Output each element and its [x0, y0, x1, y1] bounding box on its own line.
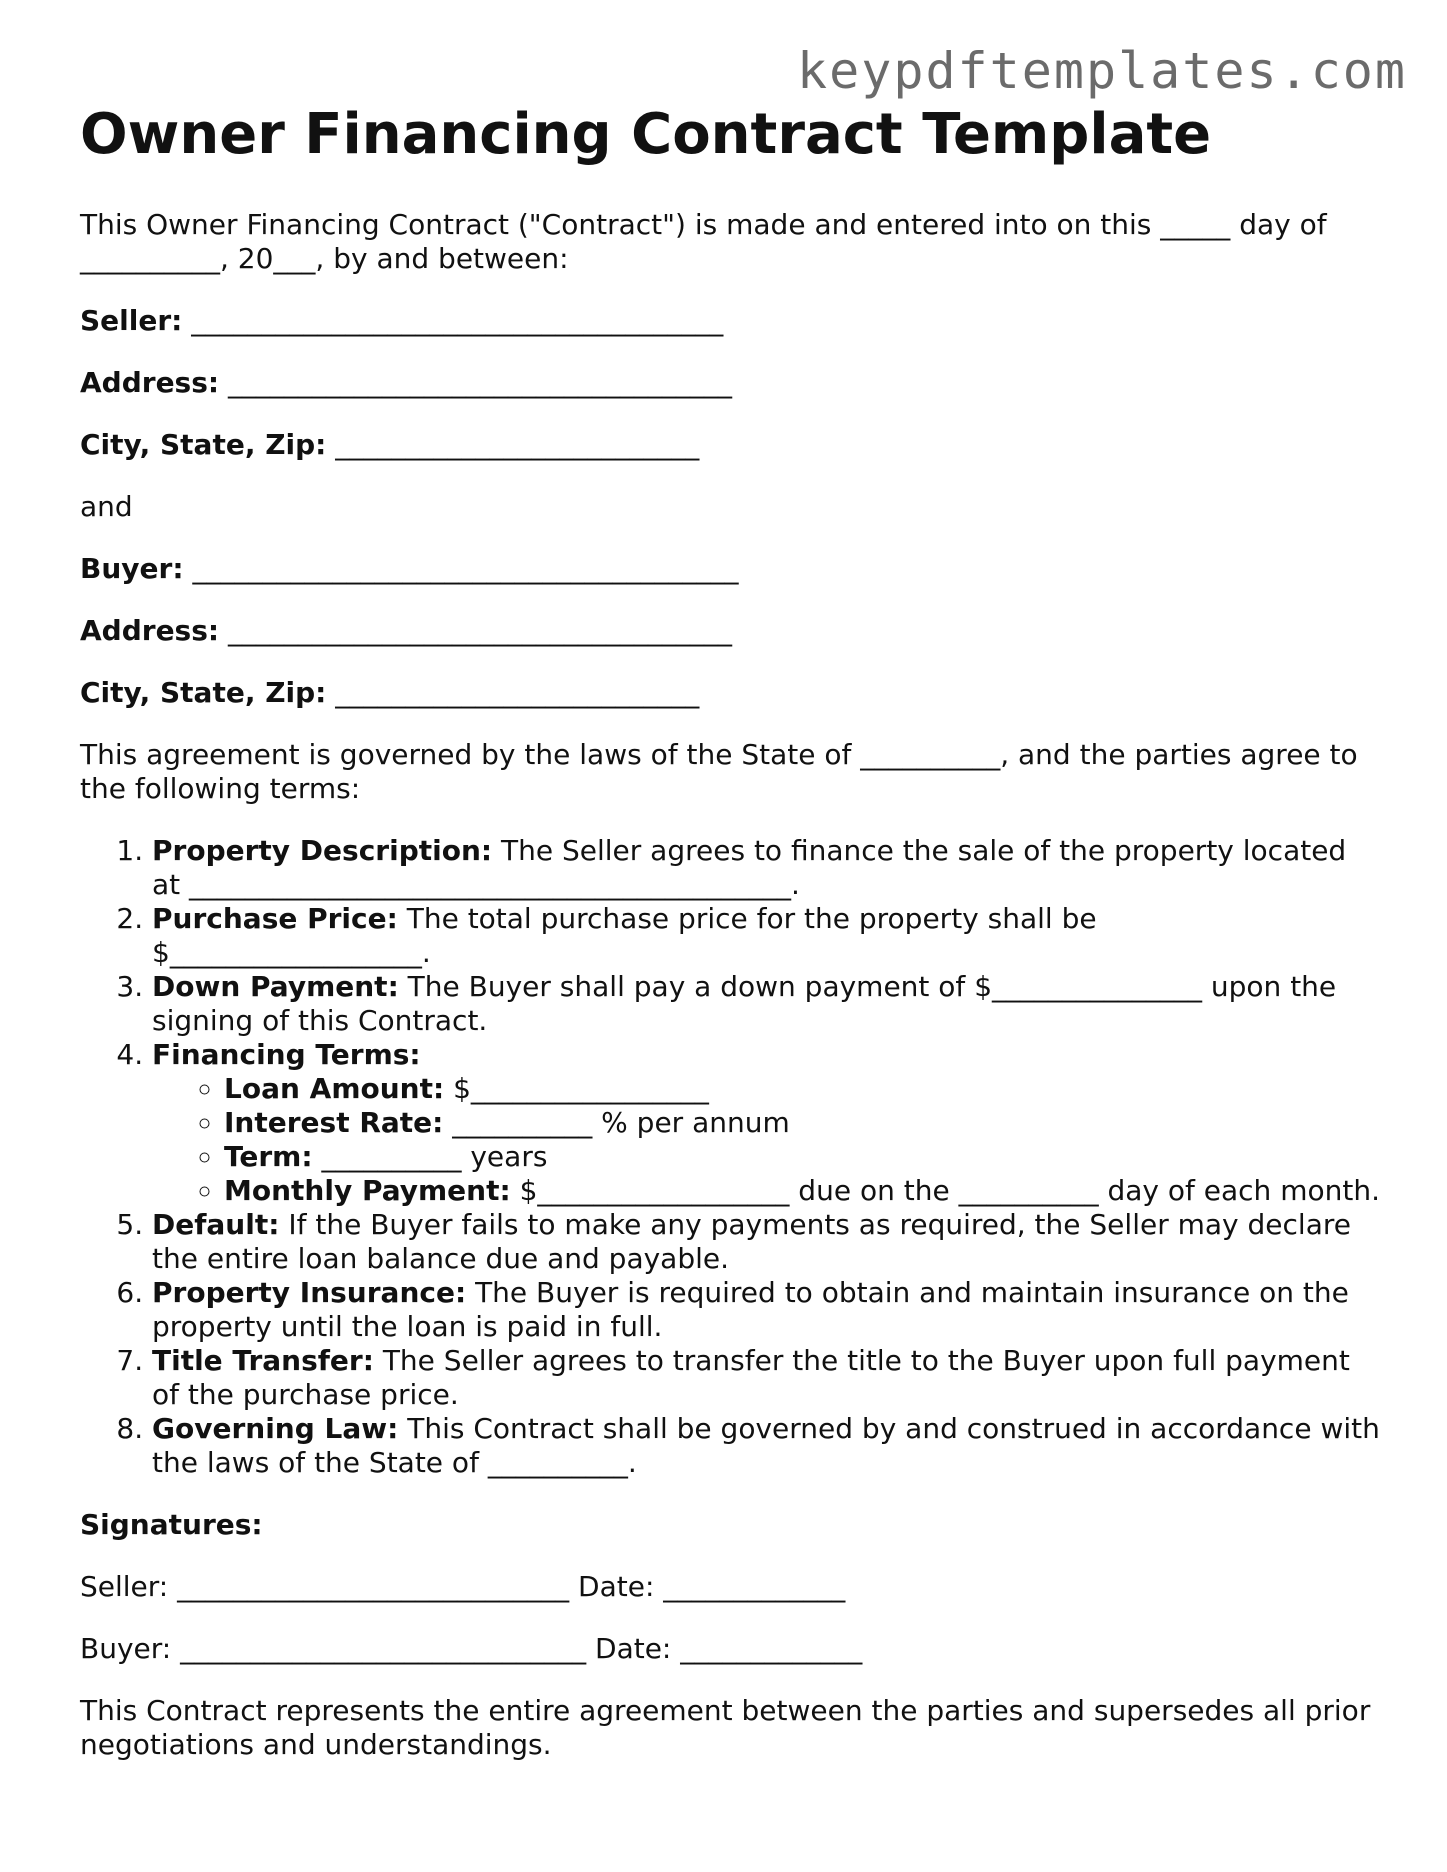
- intro-paragraph: This Owner Financing Contract ("Contract") is made and entered into on this _____ day of __________, 20___, by and between:: [80, 208, 1327, 275]
- buyer-name-label: Buyer:: [80, 552, 184, 585]
- term-label: Purchase Price:: [152, 902, 398, 935]
- financing-item: [224, 1140, 1380, 1174]
- term-label: Title Transfer:: [152, 1344, 374, 1377]
- buyer-address-label: Address:: [80, 614, 220, 647]
- seller-address-blank: ____________________________________: [228, 366, 732, 399]
- financing-text: $_________________: [444, 1072, 709, 1105]
- watermark: keypdftemplates.com: [797, 42, 1407, 100]
- term-text: The total purchase price for the property shall be $__________________.: [152, 902, 1097, 969]
- financing-label: Monthly Payment:: [224, 1174, 511, 1207]
- buyer-name-blank: _______________________________________: [192, 552, 739, 585]
- term-text: The Seller agrees to transfer the title to the Buyer upon full payment of the purchase price.: [152, 1344, 1350, 1411]
- financing-label: Term:: [224, 1140, 313, 1173]
- and-text: and: [80, 490, 133, 523]
- seller-address-field: [80, 366, 1380, 400]
- financing-text: __________ % per annum: [443, 1106, 790, 1139]
- term-label: Default:: [152, 1208, 280, 1241]
- term-label: Property Insurance:: [152, 1276, 467, 1309]
- financing-label: Interest Rate:: [224, 1106, 444, 1139]
- term-item: [152, 1208, 1380, 1276]
- term-text: The Buyer shall pay a down payment of $_______________ upon the signing of this Contract.: [152, 970, 1337, 1037]
- term-text: The Seller agrees to finance the sale of the property located at ___________________________________________.: [152, 834, 1347, 901]
- term-text: If the Buyer fails to make any payments as required, the Seller may declare the entire loan balance due and payable.: [152, 1208, 1351, 1275]
- buyer-signature-line: Buyer: _____________________________ Date: _____________: [80, 1632, 863, 1665]
- seller-name-field: [80, 304, 1380, 338]
- term-text: The Buyer is required to obtain and maintain insurance on the property until the loan is paid in full.: [152, 1276, 1349, 1343]
- term-item: [152, 902, 1380, 970]
- term-label: Down Payment:: [152, 970, 399, 1003]
- seller-address-label: Address:: [80, 366, 220, 399]
- terms-list: [80, 834, 1380, 1480]
- term-item: [152, 1412, 1380, 1480]
- seller-csz-blank: __________________________: [335, 428, 700, 461]
- governing-intro: This agreement is governed by the laws of the State of __________, and the parties agree to the following terms:: [80, 738, 1358, 805]
- financing-item: [224, 1106, 1380, 1140]
- financing-text: __________ years: [312, 1140, 548, 1173]
- term-label: Governing Law:: [152, 1412, 399, 1445]
- term-item: [152, 970, 1380, 1038]
- term-item: [152, 834, 1380, 902]
- term-label: Financing Terms:: [152, 1038, 421, 1071]
- buyer-address-field: [80, 614, 1380, 648]
- closing-paragraph: This Contract represents the entire agreement between the parties and supersedes all prior negotiations and understandings.: [80, 1694, 1371, 1761]
- buyer-csz-blank: __________________________: [335, 676, 700, 709]
- buyer-name-field: [80, 552, 1380, 586]
- term-text: This Contract shall be governed by and construed in accordance with the laws of the State of __________.: [152, 1412, 1380, 1479]
- seller-name-label: Seller:: [80, 304, 183, 337]
- document-page: [80, 100, 1380, 1762]
- buyer-csz-field: [80, 676, 1380, 710]
- financing-label: Loan Amount:: [224, 1072, 445, 1105]
- term-item: [152, 1276, 1380, 1344]
- signatures-heading: Signatures:: [80, 1508, 263, 1541]
- financing-text: $__________________ due on the __________ day of each month.: [510, 1174, 1380, 1207]
- buyer-csz-label: City, State, Zip:: [80, 676, 327, 709]
- seller-signature-line: Seller: ____________________________ Date: _____________: [80, 1570, 846, 1603]
- buyer-address-blank: ____________________________________: [228, 614, 732, 647]
- seller-csz-label: City, State, Zip:: [80, 428, 327, 461]
- term-item: [152, 1344, 1380, 1412]
- financing-item: [224, 1174, 1380, 1208]
- document-title: Owner Financing Contract Template: [80, 102, 1212, 167]
- financing-item: [224, 1072, 1380, 1106]
- term-item: [152, 1038, 1380, 1208]
- term-label: Property Description:: [152, 834, 493, 867]
- financing-terms-list: [152, 1072, 1380, 1208]
- seller-name-blank: ______________________________________: [191, 304, 724, 337]
- seller-csz-field: [80, 428, 1380, 462]
